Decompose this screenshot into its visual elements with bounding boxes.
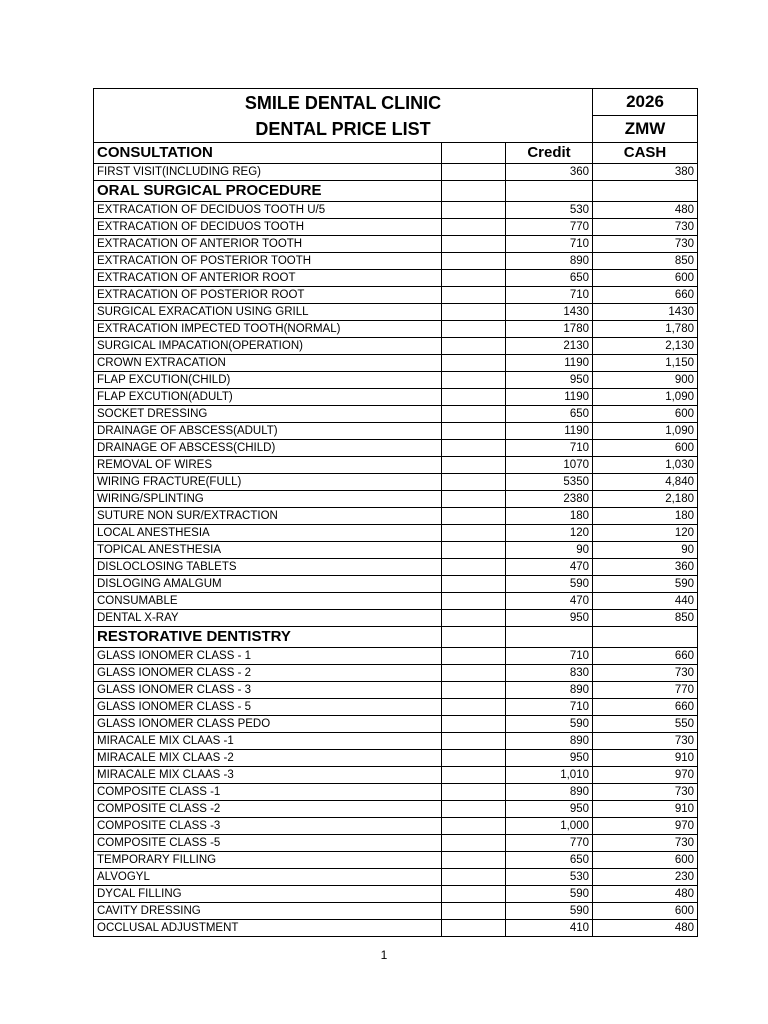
cash-price: 730 bbox=[593, 835, 698, 852]
item-name: COMPOSITE CLASS -3 bbox=[94, 818, 442, 835]
credit-price: 1780 bbox=[506, 321, 593, 338]
table-row bbox=[94, 886, 698, 903]
blank-cell bbox=[442, 648, 506, 665]
item-name: CONSUMABLE bbox=[94, 593, 442, 610]
item-name: DISLOCLOSING TABLETS bbox=[94, 559, 442, 576]
table-row bbox=[94, 869, 698, 886]
price-list-body bbox=[94, 89, 698, 937]
blank-cell bbox=[442, 682, 506, 699]
blank-cell bbox=[442, 576, 506, 593]
item-name: CAVITY DRESSING bbox=[94, 903, 442, 920]
blank-cell bbox=[442, 835, 506, 852]
blank-cell bbox=[442, 491, 506, 508]
blank-cell bbox=[442, 181, 506, 202]
cash-price: 90 bbox=[593, 542, 698, 559]
blank-cell bbox=[442, 338, 506, 355]
table-row bbox=[94, 525, 698, 542]
cash-price: 900 bbox=[593, 372, 698, 389]
cash-price: 660 bbox=[593, 699, 698, 716]
cash-column-header bbox=[593, 627, 698, 648]
item-name: EXTRACATION OF ANTERIOR TOOTH bbox=[94, 236, 442, 253]
table-row bbox=[94, 610, 698, 627]
credit-price: 90 bbox=[506, 542, 593, 559]
blank-cell bbox=[442, 474, 506, 491]
item-name: SURGICAL IMPACATION(OPERATION) bbox=[94, 338, 442, 355]
section-title: RESTORATIVE DENTISTRY bbox=[94, 627, 442, 648]
item-name: GLASS IONOMER CLASS - 2 bbox=[94, 665, 442, 682]
credit-price: 890 bbox=[506, 682, 593, 699]
credit-price: 530 bbox=[506, 202, 593, 219]
blank-cell bbox=[442, 440, 506, 457]
blank-cell bbox=[442, 801, 506, 818]
item-name: MIRACALE MIX CLAAS -1 bbox=[94, 733, 442, 750]
blank-cell bbox=[442, 665, 506, 682]
table-row bbox=[94, 236, 698, 253]
item-name: EXTRACATION OF DECIDUOS TOOTH U/5 bbox=[94, 202, 442, 219]
credit-price: 410 bbox=[506, 920, 593, 937]
credit-price: 2130 bbox=[506, 338, 593, 355]
table-row bbox=[94, 474, 698, 491]
blank-cell bbox=[442, 852, 506, 869]
credit-price: 1070 bbox=[506, 457, 593, 474]
item-name: COMPOSITE CLASS -2 bbox=[94, 801, 442, 818]
credit-price: 650 bbox=[506, 270, 593, 287]
section-header-row bbox=[94, 181, 698, 202]
table-row bbox=[94, 338, 698, 355]
table-row bbox=[94, 648, 698, 665]
year-label: 2026 bbox=[593, 89, 698, 116]
cash-price: 730 bbox=[593, 236, 698, 253]
credit-price: 950 bbox=[506, 801, 593, 818]
cash-price: 910 bbox=[593, 801, 698, 818]
credit-price: 530 bbox=[506, 869, 593, 886]
item-name: DISLOGING AMALGUM bbox=[94, 576, 442, 593]
cash-price: 4,840 bbox=[593, 474, 698, 491]
blank-cell bbox=[442, 542, 506, 559]
blank-cell bbox=[442, 372, 506, 389]
cash-price: 850 bbox=[593, 610, 698, 627]
table-row bbox=[94, 355, 698, 372]
table-row bbox=[94, 287, 698, 304]
table-row bbox=[94, 665, 698, 682]
credit-price: 890 bbox=[506, 784, 593, 801]
table-row bbox=[94, 219, 698, 236]
item-name: GLASS IONOMER CLASS - 1 bbox=[94, 648, 442, 665]
blank-cell bbox=[442, 525, 506, 542]
credit-price: 1190 bbox=[506, 355, 593, 372]
cash-price: 730 bbox=[593, 665, 698, 682]
item-name: CROWN EXTRACATION bbox=[94, 355, 442, 372]
credit-price: 1190 bbox=[506, 389, 593, 406]
clinic-name: SMILE DENTAL CLINIC bbox=[244, 92, 442, 113]
blank-cell bbox=[442, 253, 506, 270]
credit-column-header bbox=[506, 627, 593, 648]
table-row bbox=[94, 801, 698, 818]
credit-price: 890 bbox=[506, 733, 593, 750]
cash-price: 480 bbox=[593, 202, 698, 219]
price-list-table bbox=[93, 88, 698, 937]
currency-label: ZMW bbox=[593, 116, 698, 143]
cash-price: 1,090 bbox=[593, 423, 698, 440]
table-row bbox=[94, 372, 698, 389]
cash-price: 480 bbox=[593, 920, 698, 937]
blank-cell bbox=[442, 321, 506, 338]
cash-price: 2,180 bbox=[593, 491, 698, 508]
cash-price: 120 bbox=[593, 525, 698, 542]
blank-cell bbox=[442, 508, 506, 525]
item-name: FIRST VISIT(INCLUDING REG) bbox=[94, 164, 442, 181]
cash-price: 1,090 bbox=[593, 389, 698, 406]
table-row bbox=[94, 716, 698, 733]
credit-price: 710 bbox=[506, 699, 593, 716]
blank-cell bbox=[442, 869, 506, 886]
credit-price: 1,010 bbox=[506, 767, 593, 784]
credit-price: 890 bbox=[506, 253, 593, 270]
cash-price: 230 bbox=[593, 869, 698, 886]
blank-cell bbox=[442, 423, 506, 440]
blank-cell bbox=[442, 767, 506, 784]
table-row bbox=[94, 304, 698, 321]
credit-price: 770 bbox=[506, 835, 593, 852]
table-row bbox=[94, 270, 698, 287]
table-row bbox=[94, 406, 698, 423]
cash-price: 2,130 bbox=[593, 338, 698, 355]
blank-cell bbox=[442, 750, 506, 767]
item-name: DRAINAGE OF ABSCESS(CHILD) bbox=[94, 440, 442, 457]
cash-price: 360 bbox=[593, 559, 698, 576]
credit-price: 590 bbox=[506, 886, 593, 903]
blank-cell bbox=[442, 287, 506, 304]
credit-price: 710 bbox=[506, 236, 593, 253]
cash-price: 1430 bbox=[593, 304, 698, 321]
credit-price: 590 bbox=[506, 576, 593, 593]
table-row bbox=[94, 423, 698, 440]
credit-price: 710 bbox=[506, 287, 593, 304]
cash-price: 1,780 bbox=[593, 321, 698, 338]
table-row bbox=[94, 733, 698, 750]
credit-price: 770 bbox=[506, 219, 593, 236]
credit-price: 650 bbox=[506, 406, 593, 423]
cash-price: 600 bbox=[593, 270, 698, 287]
table-row bbox=[94, 508, 698, 525]
item-name: FLAP EXCUTION(ADULT) bbox=[94, 389, 442, 406]
item-name: GLASS IONOMER CLASS - 3 bbox=[94, 682, 442, 699]
blank-cell bbox=[442, 627, 506, 648]
cash-column-header: CASH bbox=[593, 143, 698, 164]
blank-cell bbox=[442, 164, 506, 181]
item-name: TEMPORARY FILLING bbox=[94, 852, 442, 869]
table-row bbox=[94, 321, 698, 338]
item-name: SURGICAL EXRACATION USING GRILL bbox=[94, 304, 442, 321]
blank-cell bbox=[442, 219, 506, 236]
cash-price: 1,150 bbox=[593, 355, 698, 372]
table-row bbox=[94, 699, 698, 716]
blank-cell bbox=[442, 559, 506, 576]
credit-column-header: Credit bbox=[506, 143, 593, 164]
item-name: LOCAL ANESTHESIA bbox=[94, 525, 442, 542]
item-name: EXTRACATION OF POSTERIOR TOOTH bbox=[94, 253, 442, 270]
credit-price: 1430 bbox=[506, 304, 593, 321]
credit-price: 590 bbox=[506, 903, 593, 920]
cash-price: 910 bbox=[593, 750, 698, 767]
credit-price: 950 bbox=[506, 610, 593, 627]
credit-price: 470 bbox=[506, 593, 593, 610]
item-name: COMPOSITE CLASS -5 bbox=[94, 835, 442, 852]
item-name: EXTRACATION OF POSTERIOR ROOT bbox=[94, 287, 442, 304]
cash-price: 660 bbox=[593, 287, 698, 304]
item-name: ALVOGYL bbox=[94, 869, 442, 886]
credit-price: 1,000 bbox=[506, 818, 593, 835]
credit-price: 360 bbox=[506, 164, 593, 181]
cash-column-header bbox=[593, 181, 698, 202]
table-row bbox=[94, 253, 698, 270]
table-row bbox=[94, 784, 698, 801]
blank-cell bbox=[442, 699, 506, 716]
credit-price: 650 bbox=[506, 852, 593, 869]
table-row bbox=[94, 920, 698, 937]
table-row bbox=[94, 559, 698, 576]
blank-cell bbox=[442, 406, 506, 423]
cash-price: 590 bbox=[593, 576, 698, 593]
cash-price: 440 bbox=[593, 593, 698, 610]
cash-price: 730 bbox=[593, 784, 698, 801]
table-row bbox=[94, 389, 698, 406]
item-name: EXTRACATION OF ANTERIOR ROOT bbox=[94, 270, 442, 287]
credit-price: 120 bbox=[506, 525, 593, 542]
blank-cell bbox=[442, 236, 506, 253]
item-name: GLASS IONOMER CLASS - 5 bbox=[94, 699, 442, 716]
section-title: ORAL SURGICAL PROCEDURE bbox=[94, 181, 442, 202]
cash-price: 770 bbox=[593, 682, 698, 699]
item-name: GLASS IONOMER CLASS PEDO bbox=[94, 716, 442, 733]
credit-price: 2380 bbox=[506, 491, 593, 508]
cash-price: 380 bbox=[593, 164, 698, 181]
blank-cell bbox=[442, 143, 506, 164]
credit-column-header bbox=[506, 181, 593, 202]
item-name: TOPICAL ANESTHESIA bbox=[94, 542, 442, 559]
item-name: SOCKET DRESSING bbox=[94, 406, 442, 423]
blank-cell bbox=[442, 270, 506, 287]
item-name: REMOVAL OF WIRES bbox=[94, 457, 442, 474]
table-row bbox=[94, 542, 698, 559]
table-row bbox=[94, 457, 698, 474]
blank-cell bbox=[442, 784, 506, 801]
cash-price: 660 bbox=[593, 648, 698, 665]
blank-cell bbox=[442, 920, 506, 937]
cash-price: 970 bbox=[593, 818, 698, 835]
table-row bbox=[94, 440, 698, 457]
blank-cell bbox=[442, 886, 506, 903]
blank-cell bbox=[442, 457, 506, 474]
credit-price: 950 bbox=[506, 372, 593, 389]
table-row bbox=[94, 750, 698, 767]
blank-cell bbox=[442, 355, 506, 372]
cash-price: 850 bbox=[593, 253, 698, 270]
item-name: DENTAL X-RAY bbox=[94, 610, 442, 627]
blank-cell bbox=[442, 202, 506, 219]
price-list-title: DENTAL PRICE LIST bbox=[255, 118, 431, 139]
item-name: EXTRACATION OF DECIDUOS TOOTH bbox=[94, 219, 442, 236]
table-row bbox=[94, 576, 698, 593]
cash-price: 600 bbox=[593, 903, 698, 920]
item-name: OCCLUSAL ADJUSTMENT bbox=[94, 920, 442, 937]
section-header-row bbox=[94, 143, 698, 164]
credit-price: 950 bbox=[506, 750, 593, 767]
table-row bbox=[94, 682, 698, 699]
table-row bbox=[94, 818, 698, 835]
cash-price: 1,030 bbox=[593, 457, 698, 474]
section-title: CONSULTATION bbox=[94, 143, 442, 164]
cash-price: 480 bbox=[593, 886, 698, 903]
document-title bbox=[94, 89, 593, 143]
item-name: COMPOSITE CLASS -1 bbox=[94, 784, 442, 801]
blank-cell bbox=[442, 716, 506, 733]
item-name: EXTRACATION IMPECTED TOOTH(NORMAL) bbox=[94, 321, 442, 338]
item-name: MIRACALE MIX CLAAS -2 bbox=[94, 750, 442, 767]
cash-price: 970 bbox=[593, 767, 698, 784]
cash-price: 600 bbox=[593, 440, 698, 457]
item-name: WIRING/SPLINTING bbox=[94, 491, 442, 508]
section-header-row bbox=[94, 627, 698, 648]
table-row bbox=[94, 593, 698, 610]
cash-price: 730 bbox=[593, 219, 698, 236]
table-row bbox=[94, 202, 698, 219]
credit-price: 710 bbox=[506, 648, 593, 665]
title-row bbox=[94, 89, 698, 116]
blank-cell bbox=[442, 593, 506, 610]
table-row bbox=[94, 852, 698, 869]
credit-price: 590 bbox=[506, 716, 593, 733]
table-row bbox=[94, 164, 698, 181]
cash-price: 600 bbox=[593, 406, 698, 423]
table-row bbox=[94, 767, 698, 784]
item-name: WIRING FRACTURE(FULL) bbox=[94, 474, 442, 491]
page-number: 1 bbox=[380, 948, 388, 962]
blank-cell bbox=[442, 610, 506, 627]
blank-cell bbox=[442, 389, 506, 406]
item-name: DYCAL FILLING bbox=[94, 886, 442, 903]
table-row bbox=[94, 835, 698, 852]
blank-cell bbox=[442, 903, 506, 920]
item-name: MIRACALE MIX CLAAS -3 bbox=[94, 767, 442, 784]
blank-cell bbox=[442, 818, 506, 835]
item-name: DRAINAGE OF ABSCESS(ADULT) bbox=[94, 423, 442, 440]
table-row bbox=[94, 903, 698, 920]
blank-cell bbox=[442, 304, 506, 321]
blank-cell bbox=[442, 733, 506, 750]
cash-price: 600 bbox=[593, 852, 698, 869]
cash-price: 550 bbox=[593, 716, 698, 733]
credit-price: 5350 bbox=[506, 474, 593, 491]
table-row bbox=[94, 491, 698, 508]
credit-price: 710 bbox=[506, 440, 593, 457]
credit-price: 830 bbox=[506, 665, 593, 682]
credit-price: 180 bbox=[506, 508, 593, 525]
cash-price: 730 bbox=[593, 733, 698, 750]
credit-price: 1190 bbox=[506, 423, 593, 440]
item-name: SUTURE NON SUR/EXTRACTION bbox=[94, 508, 442, 525]
credit-price: 470 bbox=[506, 559, 593, 576]
cash-price: 180 bbox=[593, 508, 698, 525]
item-name: FLAP EXCUTION(CHILD) bbox=[94, 372, 442, 389]
